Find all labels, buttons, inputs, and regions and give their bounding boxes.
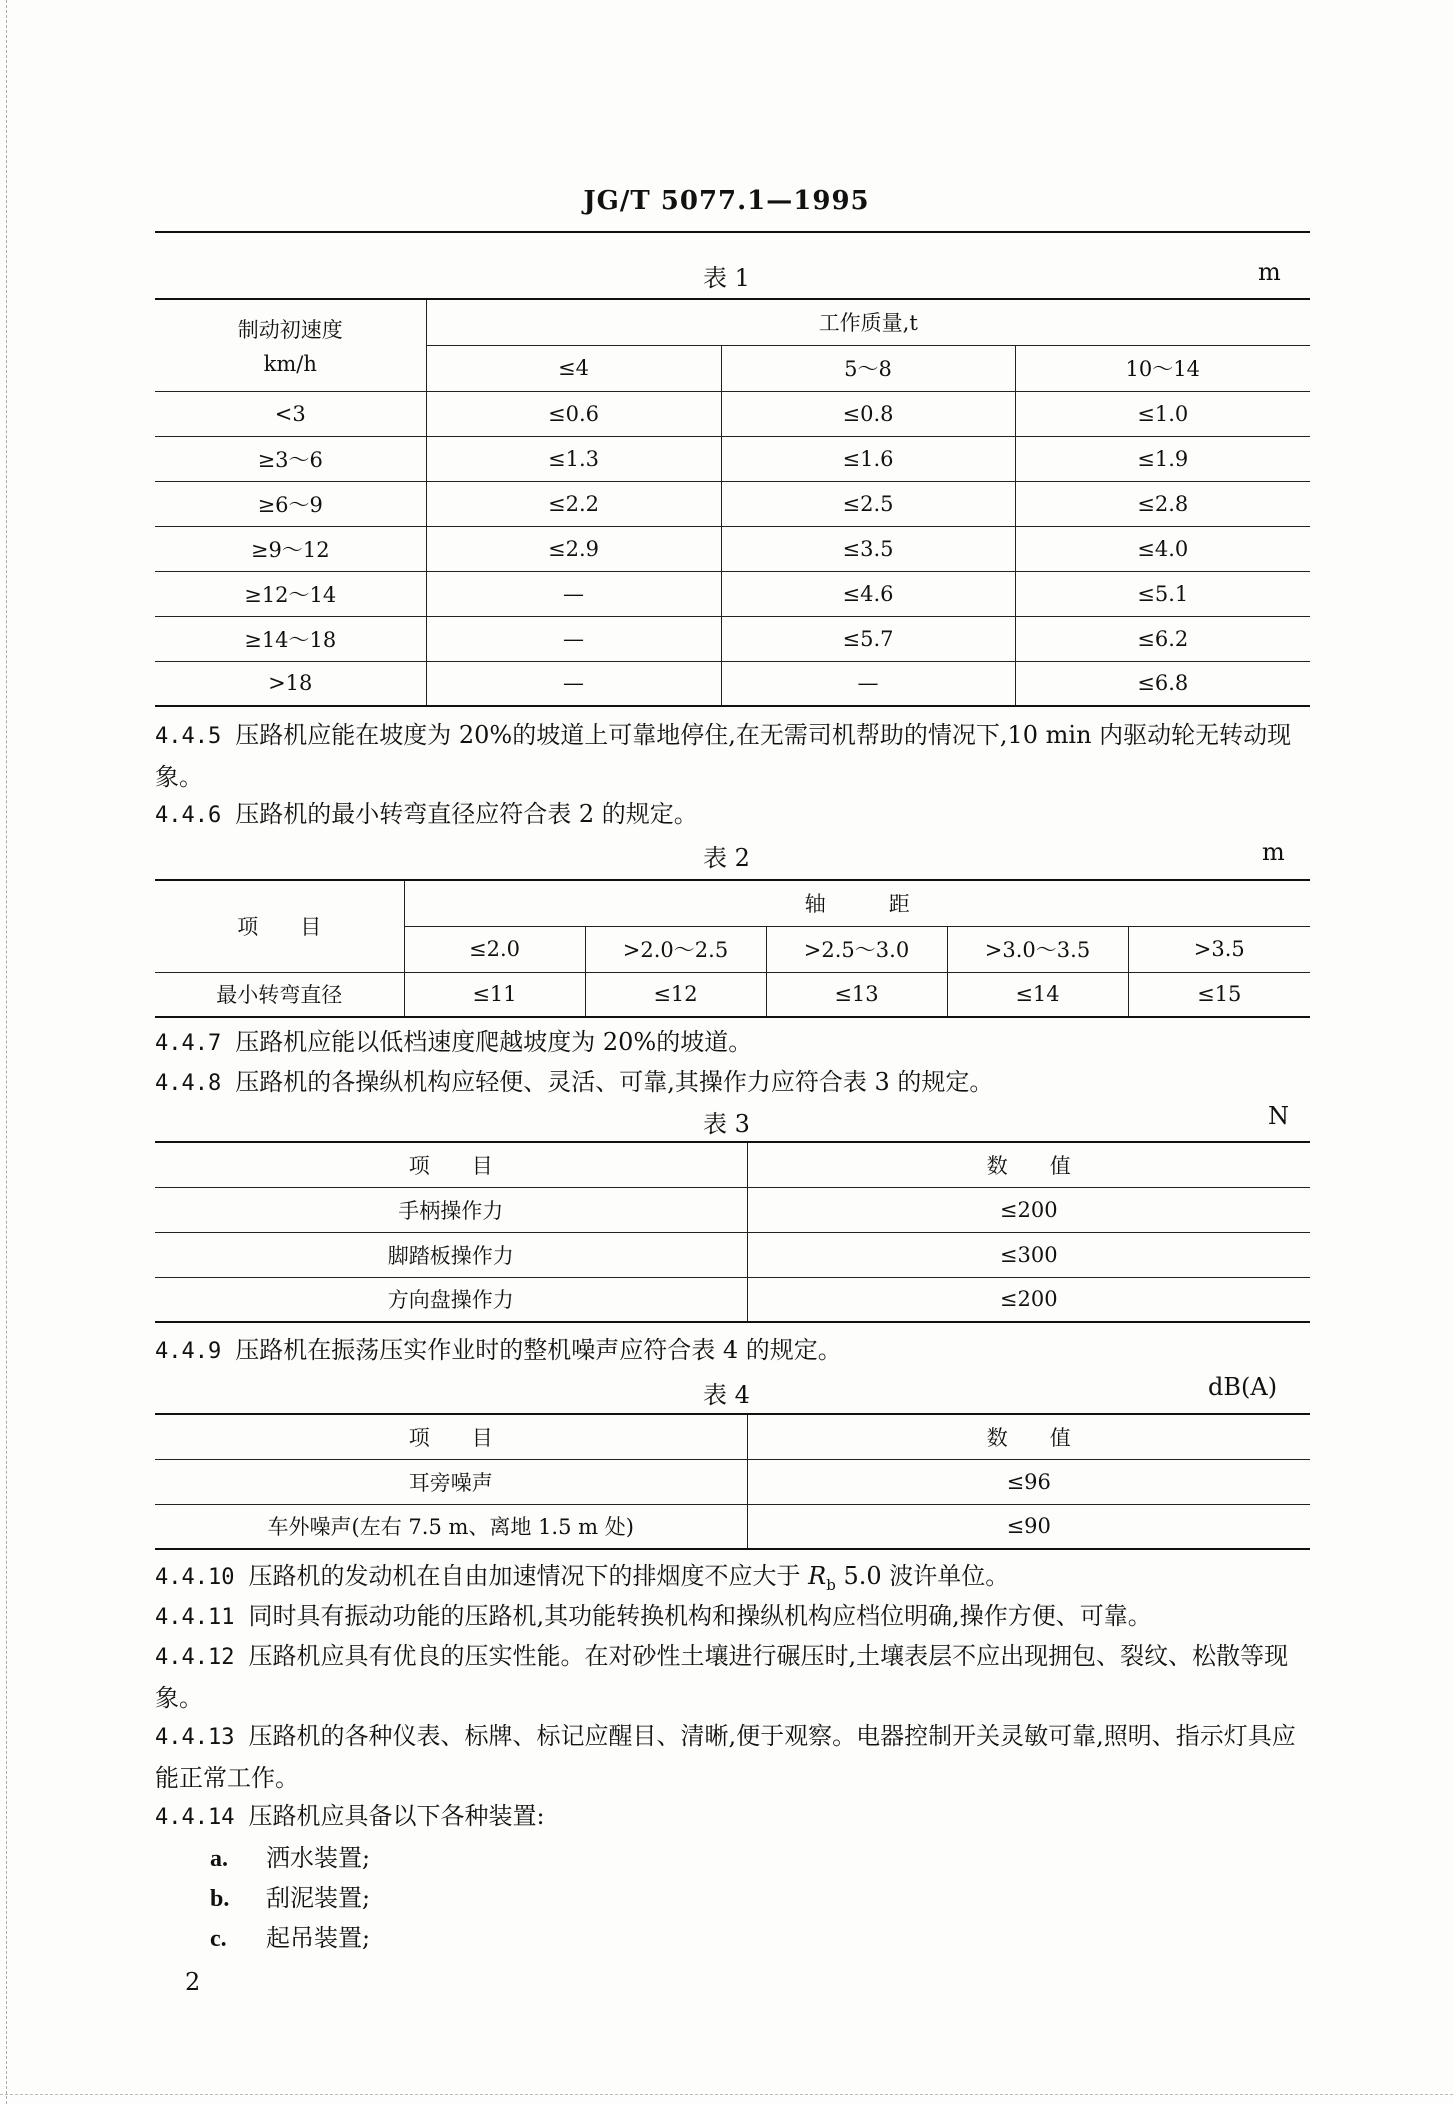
clause-number: 4.4.9	[155, 1339, 222, 1364]
table2-unit: m	[1262, 838, 1285, 866]
column-header: >3.5	[1128, 926, 1310, 972]
row-header-line2: km/h	[263, 352, 317, 377]
table-cell: ≤1.0	[1015, 391, 1310, 436]
standard-code: JG/T 5077.1—1995	[583, 186, 870, 216]
list-item	[210, 1838, 370, 1873]
page-number: 2	[185, 1968, 201, 1996]
list-item	[210, 1878, 370, 1913]
row-label: 方向盘操作力	[155, 1277, 747, 1322]
table-2	[155, 879, 1310, 1018]
clause-4-4-12	[155, 1636, 1310, 1718]
list-marker: c.	[210, 1926, 227, 1952]
clause-text: 压路机的各操纵机构应轻便、灵活、可靠,其操作力应符合表 3 的规定。	[235, 1068, 994, 1096]
header-rule	[155, 231, 1310, 233]
list-text: 起吊装置;	[266, 1924, 371, 1952]
table-cell: ≤5.7	[721, 616, 1015, 661]
clause-number: 4.4.14	[155, 1805, 235, 1830]
column-header: 数 值	[747, 1414, 1310, 1459]
table1-row-header	[155, 299, 426, 391]
clause-number: 4.4.8	[155, 1071, 222, 1096]
clause-number: 4.4.13	[155, 1725, 235, 1750]
row-label: 脚踏板操作力	[155, 1232, 747, 1277]
table4-caption: 表 4	[703, 1381, 750, 1409]
table-row	[155, 391, 1310, 436]
table-row	[155, 1504, 1310, 1549]
clause-number: 4.4.11	[155, 1605, 235, 1630]
row-label: 耳旁噪声	[155, 1459, 747, 1504]
table3-unit: N	[1268, 1102, 1289, 1130]
clause-4-4-11	[155, 1596, 1310, 1638]
clause-text: 压路机应能以低档速度爬越坡度为 20%的坡道。	[235, 1028, 753, 1056]
table-cell: ≤11	[404, 972, 585, 1017]
list-marker: b.	[210, 1886, 230, 1912]
table-3	[155, 1141, 1310, 1323]
table3-caption: 表 3	[703, 1110, 750, 1138]
table-cell: ≤200	[747, 1277, 1310, 1322]
clause-text: 压路机的最小转弯直径应符合表 2 的规定。	[235, 800, 698, 828]
row-label: 车外噪声(左右 7.5 m、离地 1.5 m 处)	[155, 1504, 747, 1549]
table-cell: ≤13	[766, 972, 947, 1017]
table-cell: ≤15	[1128, 972, 1310, 1017]
table-cell: ≤1.9	[1015, 436, 1310, 481]
table-cell: ≤4.6	[721, 571, 1015, 616]
clause-4-4-8	[155, 1062, 1310, 1104]
table-cell: ≤2.8	[1015, 481, 1310, 526]
table-cell: ≤12	[585, 972, 766, 1017]
table-cell: ≤2.2	[426, 481, 721, 526]
clause-4-4-6	[155, 794, 1310, 836]
table-cell: ≤0.8	[721, 391, 1015, 436]
table-row	[155, 436, 1310, 481]
list-text: 刮泥装置;	[266, 1884, 371, 1912]
table-cell: —	[426, 661, 721, 706]
row-label: 手柄操作力	[155, 1187, 747, 1232]
row-label: <3	[155, 391, 426, 436]
table-row	[155, 661, 1310, 706]
table-cell: ≤3.5	[721, 526, 1015, 571]
table-row	[155, 1459, 1310, 1504]
row-label: ≥3～6	[155, 436, 426, 481]
clause-text: 同时具有振动功能的压路机,其功能转换机构和操纵机构应档位明确,操作方便、可靠。	[248, 1602, 1152, 1630]
clause-number: 4.4.10	[155, 1565, 235, 1590]
table1-group-header: 工作质量,t	[426, 299, 1310, 345]
clause-4-4-14	[155, 1796, 1310, 1838]
table-1	[155, 298, 1310, 707]
clause-text: 压路机的发动机在自由加速情况下的排烟度不应大于	[248, 1562, 809, 1590]
row-label: >18	[155, 661, 426, 706]
clause-symbol: R	[808, 1562, 827, 1590]
table1-caption: 表 1	[703, 264, 750, 292]
table-cell: ≤2.9	[426, 526, 721, 571]
column-header: ≤4	[426, 345, 721, 391]
clause-text: 压路机的各种仪表、标牌、标记应醒目、清晰,便于观察。电器控制开关灵敏可靠,照明、指示灯具应能正常工作。	[155, 1722, 1296, 1792]
table2-row-header: 项 目	[155, 880, 404, 972]
row-label: ≥12～14	[155, 571, 426, 616]
table2-caption: 表 2	[703, 844, 750, 872]
clause-4-4-13	[155, 1716, 1310, 1798]
column-header: >2.5～3.0	[766, 926, 947, 972]
table-cell: ≤96	[747, 1459, 1310, 1504]
clause-number: 4.4.6	[155, 803, 222, 828]
list-marker: a.	[210, 1846, 228, 1872]
table-row	[155, 1277, 1310, 1322]
list-text: 洒水装置;	[266, 1844, 371, 1872]
table-cell: ≤200	[747, 1187, 1310, 1232]
clause-text: 压路机应能在坡度为 20%的坡道上可靠地停住,在无需司机帮助的情况下,10 min 内驱动轮无转动现象。	[155, 721, 1292, 791]
clause-text: 压路机应具备以下各种装置:	[248, 1802, 545, 1830]
table-row	[155, 1187, 1310, 1232]
table-4	[155, 1413, 1310, 1550]
clause-4-4-5	[155, 715, 1310, 797]
column-header: 项 目	[155, 1142, 747, 1187]
scan-edge-line	[6, 0, 7, 2104]
table-cell: —	[426, 616, 721, 661]
table-row	[155, 481, 1310, 526]
column-header: 数 值	[747, 1142, 1310, 1187]
column-header: >2.0～2.5	[585, 926, 766, 972]
table-cell: —	[721, 661, 1015, 706]
table-cell: ≤90	[747, 1504, 1310, 1549]
table-row	[155, 526, 1310, 571]
row-label: ≥14～18	[155, 616, 426, 661]
clause-number: 4.4.7	[155, 1031, 222, 1056]
table-cell: ≤300	[747, 1232, 1310, 1277]
clause-text: 5.0 波许单位。	[835, 1562, 1010, 1590]
table-cell: ≤0.6	[426, 391, 721, 436]
table-cell: ≤1.6	[721, 436, 1015, 481]
table-cell: ≤5.1	[1015, 571, 1310, 616]
list-item	[210, 1918, 370, 1953]
clause-text: 压路机应具有优良的压实性能。在对砂性土壤进行碾压时,土壤表层不应出现拥包、裂纹、松散等现象。	[155, 1642, 1289, 1712]
table-cell: ≤14	[947, 972, 1128, 1017]
row-label: ≥9～12	[155, 526, 426, 571]
table-cell: ≤2.5	[721, 481, 1015, 526]
column-header: >3.0～3.5	[947, 926, 1128, 972]
row-label: ≥6～9	[155, 481, 426, 526]
table-cell: ≤6.8	[1015, 661, 1310, 706]
table-cell: —	[426, 571, 721, 616]
clause-4-4-9	[155, 1330, 1310, 1372]
table-cell: ≤4.0	[1015, 526, 1310, 571]
column-header: 10～14	[1015, 345, 1310, 391]
table-row	[155, 616, 1310, 661]
table-row	[155, 571, 1310, 616]
table-cell: ≤1.3	[426, 436, 721, 481]
table1-unit: m	[1258, 258, 1281, 286]
row-header-line1: 制动初速度	[237, 318, 343, 343]
table-row	[155, 1232, 1310, 1277]
clause-4-4-7	[155, 1022, 1310, 1064]
table-row	[155, 972, 1310, 1017]
column-header: 5～8	[721, 345, 1015, 391]
scan-bottom-line	[0, 2094, 1453, 2095]
column-header: 项 目	[155, 1414, 747, 1459]
table2-group-header: 轴 距	[404, 880, 1310, 926]
clause-subscript: b	[826, 1575, 836, 1594]
table-cell: ≤6.2	[1015, 616, 1310, 661]
clause-number: 4.4.12	[155, 1645, 235, 1670]
clause-text: 压路机在振荡压实作业时的整机噪声应符合表 4 的规定。	[235, 1336, 842, 1364]
column-header: ≤2.0	[404, 926, 585, 972]
table4-unit: dB(A)	[1208, 1373, 1278, 1401]
row-label: 最小转弯直径	[155, 972, 404, 1017]
clause-number: 4.4.5	[155, 724, 222, 749]
